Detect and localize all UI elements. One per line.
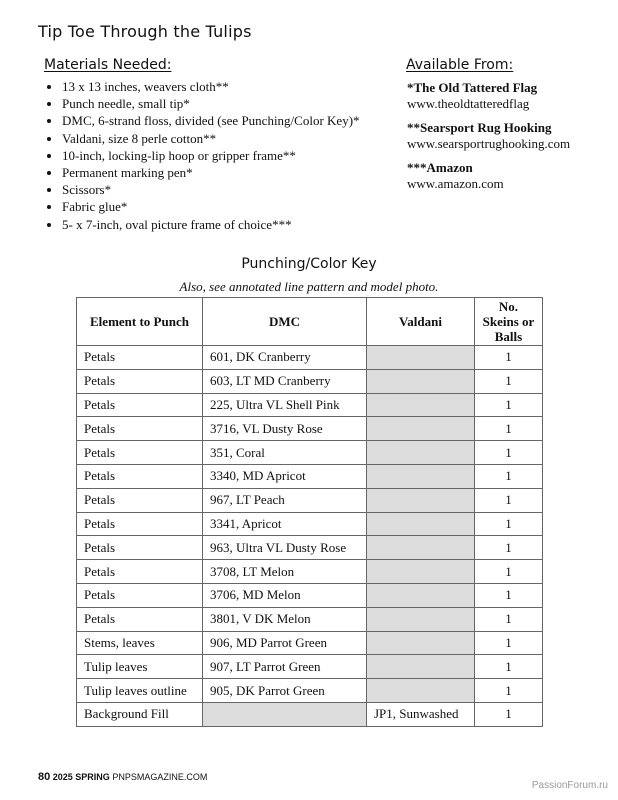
page-footer xyxy=(38,771,207,783)
cell-valdani xyxy=(367,441,475,465)
cell-dmc: 906, MD Parrot Green xyxy=(203,631,367,655)
site-label: PNPSMAGAZINE.COM xyxy=(112,772,208,782)
cell-valdani xyxy=(367,488,475,512)
material-item: • 10-inch, locking-lip hoop or gripper frame** xyxy=(62,147,422,164)
cell-dmc xyxy=(203,702,367,726)
page-title: Tip Toe Through the Tulips xyxy=(38,22,252,41)
material-item: • Punch needle, small tip* xyxy=(62,95,422,112)
table-row xyxy=(77,536,543,560)
cell-element: Stems, leaves xyxy=(77,631,203,655)
table-row xyxy=(77,607,543,631)
material-item: • 13 x 13 inches, weavers cloth** xyxy=(62,78,422,95)
cell-quantity: 1 xyxy=(475,607,543,631)
cell-valdani xyxy=(367,583,475,607)
cell-element: Petals xyxy=(77,488,203,512)
table-row xyxy=(77,679,543,703)
cell-element: Petals xyxy=(77,346,203,370)
cell-element: Petals xyxy=(77,464,203,488)
material-item: • Valdani, size 8 perle cotton** xyxy=(62,130,422,147)
cell-quantity: 1 xyxy=(475,369,543,393)
cell-quantity: 1 xyxy=(475,560,543,584)
materials-heading: Materials Needed: xyxy=(44,57,172,73)
cell-element: Petals xyxy=(77,512,203,536)
cell-dmc: 967, LT Peach xyxy=(203,488,367,512)
table-header-row xyxy=(77,298,543,346)
cell-element: Petals xyxy=(77,583,203,607)
watermark: PassionForum.ru xyxy=(531,780,608,791)
cell-dmc: 3340, MD Apricot xyxy=(203,464,367,488)
cell-dmc: 3801, V DK Melon xyxy=(203,607,367,631)
table-row xyxy=(77,488,543,512)
cell-dmc: 225, Ultra VL Shell Pink xyxy=(203,393,367,417)
cell-element: Petals xyxy=(77,369,203,393)
table-row xyxy=(77,512,543,536)
cell-dmc: 3706, MD Melon xyxy=(203,583,367,607)
cell-element: Tulip leaves xyxy=(77,655,203,679)
cell-quantity: 1 xyxy=(475,441,543,465)
cell-valdani xyxy=(367,369,475,393)
material-item: • Scissors* xyxy=(62,181,422,198)
cell-valdani xyxy=(367,417,475,441)
cell-element: Petals xyxy=(77,393,203,417)
cell-dmc: 3716, VL Dusty Rose xyxy=(203,417,367,441)
vendor-name: ***Amazon xyxy=(407,160,473,175)
table-row xyxy=(77,464,543,488)
cell-valdani xyxy=(367,464,475,488)
page-number: 80 xyxy=(38,771,51,783)
color-key-title: Punching/Color Key xyxy=(241,256,377,272)
vendor-list xyxy=(407,80,607,200)
table-row xyxy=(77,583,543,607)
cell-quantity: 1 xyxy=(475,536,543,560)
cell-quantity: 1 xyxy=(475,417,543,441)
cell-quantity: 1 xyxy=(475,512,543,536)
vendor xyxy=(407,160,607,192)
cell-quantity: 1 xyxy=(475,702,543,726)
material-item: • 5- x 7-inch, oval picture frame of choice*** xyxy=(62,216,422,233)
vendor-url[interactable]: www.theoldtatteredflag xyxy=(407,96,530,111)
cell-dmc: 3341, Apricot xyxy=(203,512,367,536)
cell-element: Petals xyxy=(77,441,203,465)
cell-dmc: 905, DK Parrot Green xyxy=(203,679,367,703)
cell-quantity: 1 xyxy=(475,583,543,607)
vendor-url[interactable]: www.searsportrughooking.com xyxy=(407,136,571,151)
cell-dmc: 601, DK Cranberry xyxy=(203,346,367,370)
material-item: • Permanent marking pen* xyxy=(62,164,422,181)
cell-valdani xyxy=(367,346,475,370)
cell-quantity: 1 xyxy=(475,679,543,703)
cell-dmc: 907, LT Parrot Green xyxy=(203,655,367,679)
table-row xyxy=(77,560,543,584)
cell-valdani xyxy=(367,607,475,631)
cell-quantity: 1 xyxy=(475,346,543,370)
cell-valdani xyxy=(367,393,475,417)
materials-list xyxy=(34,78,422,233)
material-item: • DMC, 6-strand floss, divided (see Punching/Color Key)* xyxy=(62,112,422,129)
cell-valdani xyxy=(367,655,475,679)
cell-quantity: 1 xyxy=(475,631,543,655)
vendor-url[interactable]: www.amazon.com xyxy=(407,176,504,191)
cell-valdani xyxy=(367,536,475,560)
column-header-element: Element to Punch xyxy=(77,298,203,346)
cell-dmc: 3708, LT Melon xyxy=(203,560,367,584)
color-key-table xyxy=(76,297,543,727)
cell-element: Tulip leaves outline xyxy=(77,679,203,703)
vendor xyxy=(407,80,607,112)
cell-element: Petals xyxy=(77,560,203,584)
issue-label: 2025 SPRING xyxy=(52,772,110,782)
table-row xyxy=(77,369,543,393)
vendor xyxy=(407,120,607,152)
table-row xyxy=(77,631,543,655)
material-item: • Fabric glue* xyxy=(62,198,422,215)
column-header-valdani: Valdani xyxy=(367,298,475,346)
cell-dmc: 963, Ultra VL Dusty Rose xyxy=(203,536,367,560)
cell-element: Petals xyxy=(77,607,203,631)
table-row xyxy=(77,702,543,726)
cell-valdani xyxy=(367,679,475,703)
available-heading: Available From: xyxy=(406,57,514,73)
cell-valdani xyxy=(367,560,475,584)
vendor-name: *The Old Tattered Flag xyxy=(407,80,538,95)
cell-element: Petals xyxy=(77,417,203,441)
table-row xyxy=(77,393,543,417)
cell-quantity: 1 xyxy=(475,655,543,679)
cell-element: Background Fill xyxy=(77,702,203,726)
table-row xyxy=(77,346,543,370)
cell-valdani xyxy=(367,631,475,655)
table-row xyxy=(77,417,543,441)
cell-valdani xyxy=(367,512,475,536)
cell-quantity: 1 xyxy=(475,488,543,512)
cell-quantity: 1 xyxy=(475,464,543,488)
cell-quantity: 1 xyxy=(475,393,543,417)
column-header-dmc: DMC xyxy=(203,298,367,346)
table-row xyxy=(77,655,543,679)
color-key-subtitle: Also, see annotated line pattern and model photo. xyxy=(179,279,439,294)
cell-dmc: 603, LT MD Cranberry xyxy=(203,369,367,393)
cell-valdani: JP1, Sunwashed xyxy=(367,702,475,726)
cell-element: Petals xyxy=(77,536,203,560)
table-row xyxy=(77,441,543,465)
column-header-quantity: No. Skeins or Balls xyxy=(475,298,543,346)
cell-dmc: 351, Coral xyxy=(203,441,367,465)
vendor-name: **Searsport Rug Hooking xyxy=(407,120,552,135)
